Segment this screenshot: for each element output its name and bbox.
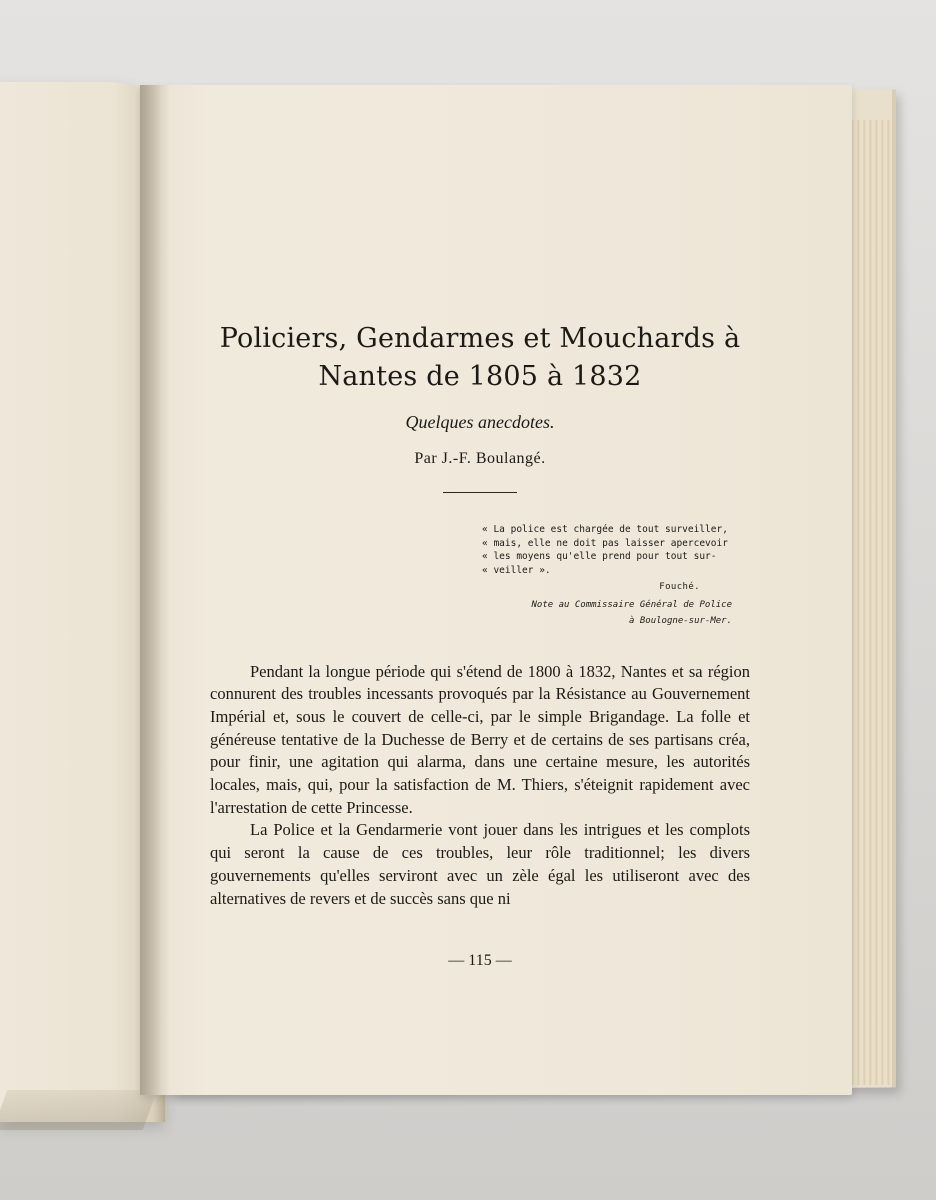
epigraph-line: « mais, elle ne doit pas laisser apercevoir [482,537,728,549]
page-content [210,320,750,969]
article-body [210,661,750,911]
epigraph [482,523,732,627]
page-edges [848,120,890,1085]
epigraph-line: « veiller ». [482,564,551,576]
epigraph-note-line2: à Boulogne-sur-Mer. [629,615,732,626]
epigraph-line: « La police est chargée de tout surveiller, [482,524,728,535]
body-paragraph: Pendant la longue période qui s'étend de 1800 à 1832, Nantes et sa région connurent des troubles incessants provoqués par la Résistance au Gouvernement Impérial et, sous le couvert de celle-ci, par le simple Brigandage. La folle et généreuse tentative de la Duchesse de Berry et de certains de ses partisans créa, pour finir, une agitation qui alarma, dans une certaine mesure, les autorités locales, mais, qui, pour la satisfaction de M. Thiers, s'éteignit rapidement avec l'arrestation de cette Princesse. [210,661,750,817]
article-subtitle: Quelques anecdotes. [405,412,555,432]
page-number: — 115 — [448,952,512,969]
article-byline: Par J.-F. Boulangé. [414,450,546,467]
gutter-shadow [140,85,170,1095]
title-rule [443,492,517,493]
article-title: Policiers, Gendarmes et Mouchards à Nantes de 1805 à 1832 [219,323,741,392]
epigraph-author: Fouché. [659,582,700,592]
left-page-shadow [0,1090,157,1130]
body-paragraph: La Police et la Gendarmerie vont jouer dans les intrigues et les complots qui seront la cause de ces troubles, leur rôle traditionnel; les divers gouvernements qu'elles serviront avec un zèle égal les utiliseront avec des alternatives de revers et de succès sans que ni [210,820,750,908]
epigraph-line: « les moyens qu'elle prend pour tout sur- [482,551,717,562]
epigraph-note-line1: Note au Commissaire Général de Police [531,599,732,610]
